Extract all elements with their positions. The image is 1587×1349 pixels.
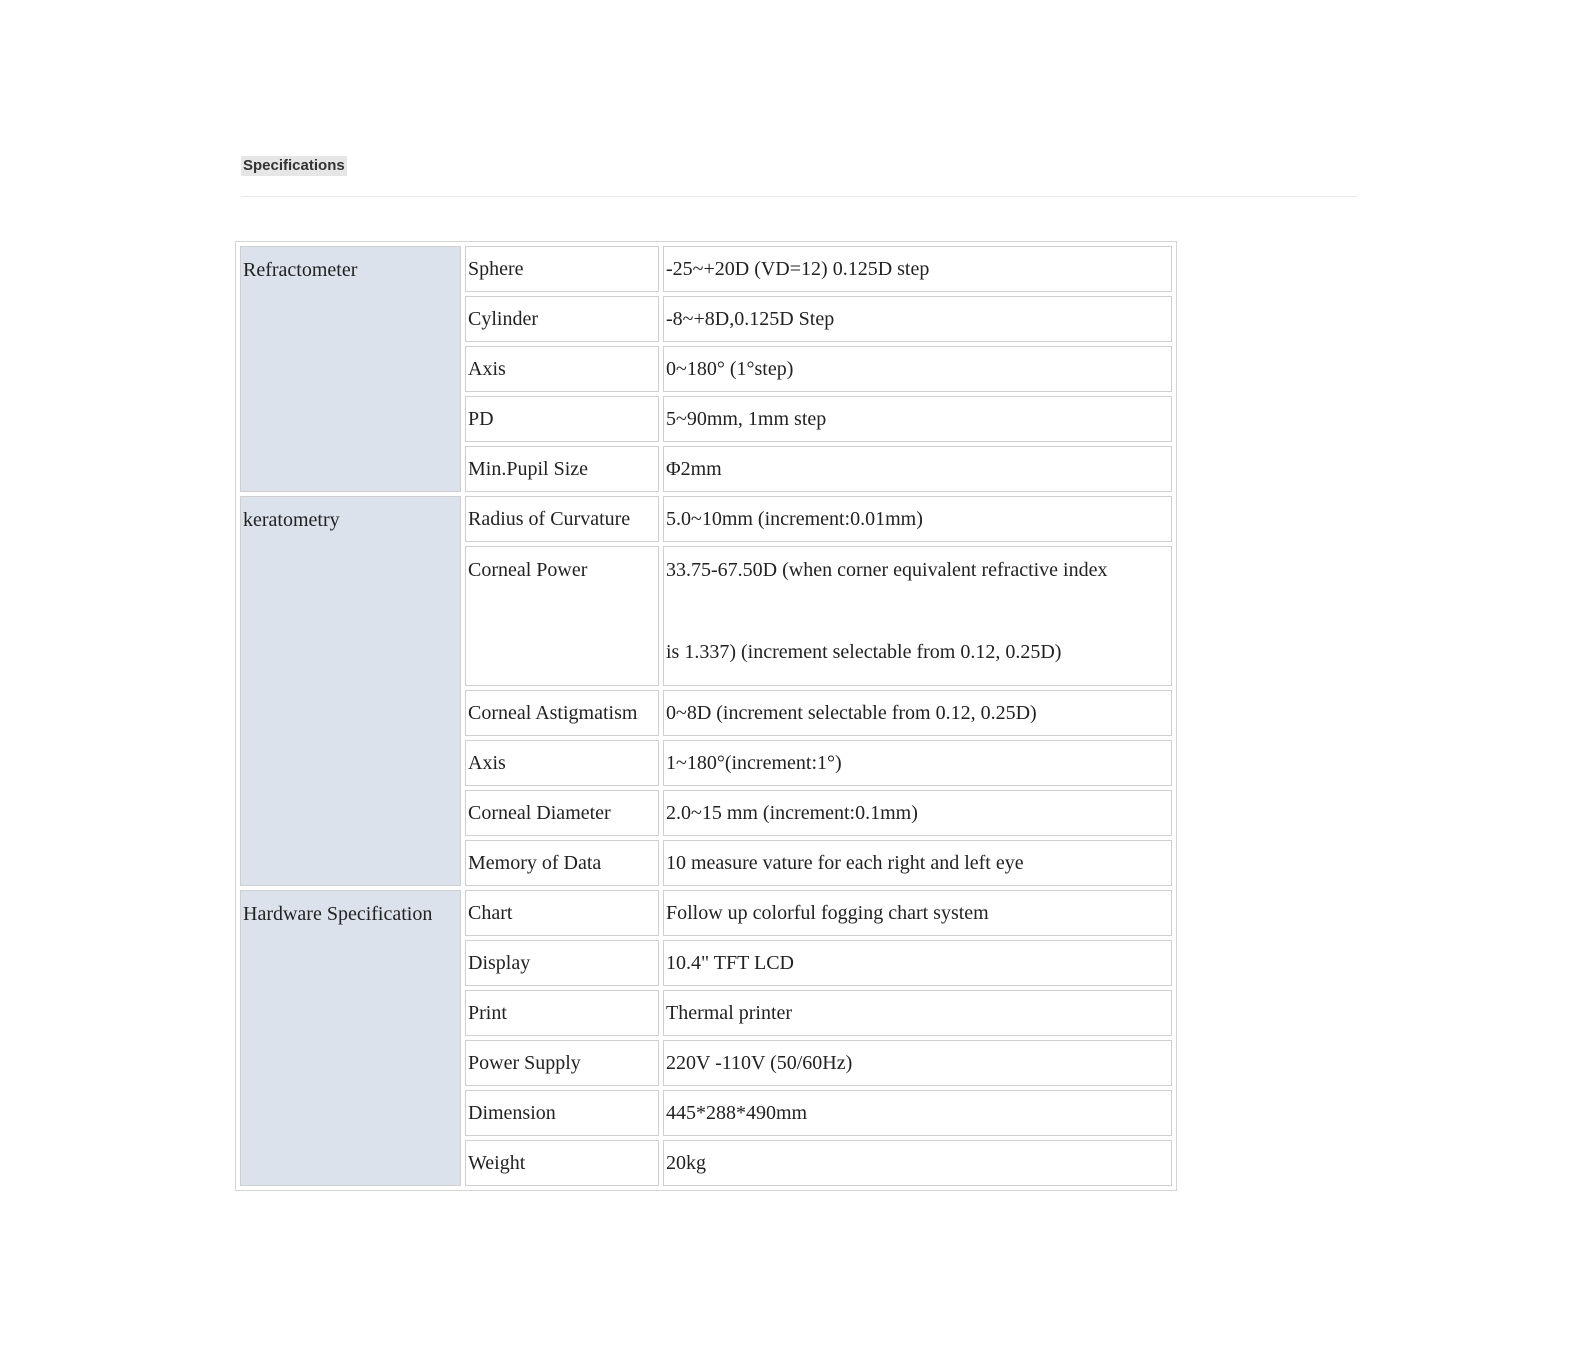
param-label: Weight: [465, 1140, 659, 1186]
param-label: Radius of Curvature: [465, 496, 659, 542]
param-value: 10 measure vature for each right and left eye: [663, 840, 1172, 886]
param-label: Corneal Diameter: [465, 790, 659, 836]
param-label: Min.Pupil Size: [465, 446, 659, 492]
param-value: 5~90mm, 1mm step: [663, 396, 1172, 442]
param-value: 10.4" TFT LCD: [663, 940, 1172, 986]
param-value: [663, 546, 1172, 686]
param-value: -8~+8D,0.125D Step: [663, 296, 1172, 342]
param-label: Axis: [465, 740, 659, 786]
param-label: Display: [465, 940, 659, 986]
table-row: [240, 890, 1172, 936]
page-heading: Specifications: [243, 157, 345, 174]
specifications-table: [235, 241, 1177, 1191]
param-value: 445*288*490mm: [663, 1090, 1172, 1136]
param-label: Chart: [465, 890, 659, 936]
param-value: Φ2mm: [663, 446, 1172, 492]
param-label: PD: [465, 396, 659, 442]
param-value: 1~180°(increment:1°): [663, 740, 1172, 786]
param-label: Corneal Astigmatism: [465, 690, 659, 736]
param-value-line: is 1.337) (increment selectable from 0.12, 0.25D): [666, 641, 1062, 663]
table-row: [240, 496, 1172, 542]
group-label-refractometer: Refractometer: [240, 246, 461, 492]
param-label: Axis: [465, 346, 659, 392]
param-value-line: 33.75-67.50D (when corner equivalent refractive index: [666, 559, 1108, 581]
param-value: 5.0~10mm (increment:0.01mm): [663, 496, 1172, 542]
param-value: 0~8D (increment selectable from 0.12, 0.25D): [663, 690, 1172, 736]
param-value: Thermal printer: [663, 990, 1172, 1036]
param-value: 220V -110V (50/60Hz): [663, 1040, 1172, 1086]
param-value: -25~+20D (VD=12) 0.125D step: [663, 246, 1172, 292]
group-label-hardware-specification: Hardware Specification: [240, 890, 461, 1186]
param-label: Corneal Power: [465, 546, 659, 686]
param-label: Power Supply: [465, 1040, 659, 1086]
param-value: Follow up colorful fogging chart system: [663, 890, 1172, 936]
param-value: 20kg: [663, 1140, 1172, 1186]
param-label: Cylinder: [465, 296, 659, 342]
param-value: 2.0~15 mm (increment:0.1mm): [663, 790, 1172, 836]
heading-divider: [241, 196, 1357, 197]
param-label: Sphere: [465, 246, 659, 292]
table-row: [240, 246, 1172, 292]
param-label: Dimension: [465, 1090, 659, 1136]
param-label: Print: [465, 990, 659, 1036]
group-label-keratometry: keratometry: [240, 496, 461, 886]
param-value: 0~180° (1°step): [663, 346, 1172, 392]
param-label: Memory of Data: [465, 840, 659, 886]
